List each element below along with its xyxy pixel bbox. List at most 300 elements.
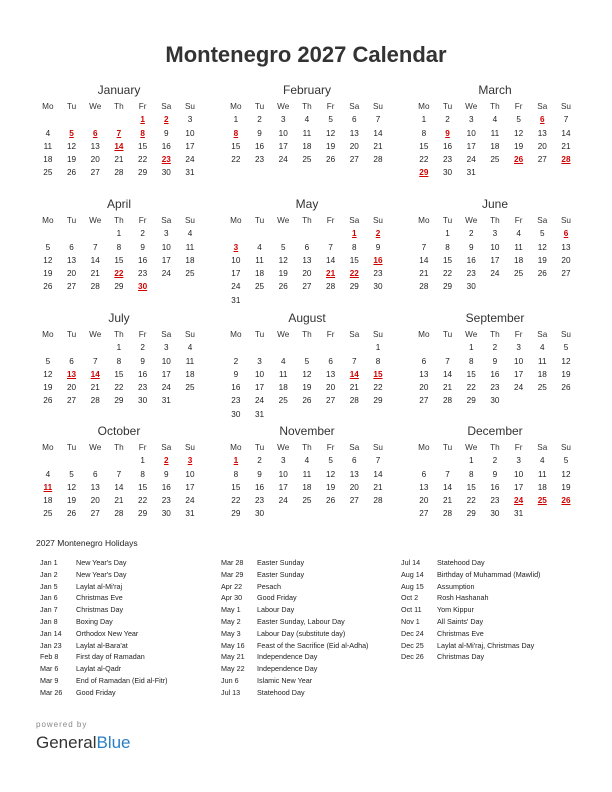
weekday-header: We [465, 216, 478, 225]
day-cell: 15 [114, 255, 124, 265]
day-cell: 28 [90, 282, 100, 292]
weekday-header: We [277, 216, 290, 225]
day-cell: 22 [442, 269, 453, 279]
holiday-day-cell: 22 [114, 269, 124, 279]
holiday-date: Mar 28 [221, 558, 244, 567]
day-cell: 22 [138, 496, 148, 506]
holiday-row [221, 581, 368, 593]
day-cell: 13 [537, 128, 547, 138]
day-cell: 19 [278, 269, 288, 279]
day-cell: 24 [514, 383, 524, 393]
day-cell: 22 [231, 155, 241, 165]
weekday-header: Fr [514, 443, 523, 452]
empty-day-cell [271, 227, 295, 240]
day-cell: 27 [66, 396, 77, 406]
empty-day-cell [224, 227, 248, 240]
empty-day-cell [60, 341, 84, 354]
holiday-name: Statehood Day [257, 687, 305, 697]
holiday-date: Jan 23 [40, 640, 62, 650]
weekday-header: Th [302, 216, 312, 225]
day-cell: 19 [43, 269, 53, 279]
holiday-day-cell: 7 [116, 128, 122, 138]
day-cell: 31 [161, 396, 171, 406]
holiday-date: Apr 22 [221, 581, 243, 591]
day-cell: 29 [138, 509, 148, 519]
day-cell: 8 [116, 356, 122, 366]
day-cell: 10 [185, 469, 195, 479]
day-cell: 16 [138, 255, 148, 265]
day-cell: 3 [280, 456, 286, 466]
holiday-row [40, 557, 167, 569]
holiday-day-cell: 26 [514, 155, 524, 165]
holiday-day-cell: 28 [561, 155, 571, 165]
month-grid [36, 441, 202, 521]
weekday-header: Su [184, 443, 195, 452]
day-cell: 1 [375, 343, 381, 353]
day-cell: 24 [278, 155, 288, 165]
weekday-header: Mo [230, 102, 242, 111]
day-cell: 28 [326, 282, 336, 292]
weekday-header: We [89, 102, 102, 111]
day-cell: 7 [116, 469, 122, 479]
day-cell: 7 [445, 356, 450, 366]
day-cell: 24 [161, 269, 171, 279]
day-cell: 9 [257, 469, 262, 479]
day-cell: 14 [442, 482, 453, 492]
holiday-row [40, 640, 167, 652]
weekday-header: Tu [442, 443, 453, 452]
day-cell: 29 [466, 396, 476, 406]
holiday-day-cell: 15 [373, 369, 383, 379]
day-cell: 12 [66, 482, 77, 492]
holiday-row [401, 581, 540, 593]
day-cell: 23 [138, 383, 148, 393]
holiday-date: Mar 26 [40, 687, 63, 697]
day-cell: 24 [254, 396, 265, 406]
day-cell: 26 [43, 282, 53, 292]
day-cell: 22 [231, 496, 241, 506]
month-may [224, 196, 390, 307]
day-cell: 4 [540, 343, 545, 353]
weekday-header: We [277, 443, 290, 452]
holiday-day-cell: 22 [349, 269, 359, 279]
day-cell: 2 [492, 456, 498, 466]
weekday-header: Su [560, 443, 571, 452]
day-cell: 20 [326, 383, 336, 393]
day-cell: 16 [466, 255, 476, 265]
day-cell: 17 [161, 255, 171, 265]
month-name: September [465, 311, 525, 325]
day-cell: 11 [185, 356, 195, 366]
holiday-row [40, 616, 167, 628]
holiday-name: Good Friday [76, 687, 116, 697]
day-cell: 2 [140, 229, 145, 239]
day-cell: 19 [326, 482, 336, 492]
day-cell: 28 [442, 509, 453, 519]
day-cell: 7 [421, 242, 427, 252]
day-cell: 27 [66, 282, 77, 292]
day-cell: 8 [468, 469, 474, 479]
day-cell: 16 [231, 383, 241, 393]
weekday-header: Sa [537, 102, 548, 111]
day-cell: 4 [187, 343, 193, 353]
weekday-header: Mo [42, 216, 54, 225]
holiday-date: Jun 6 [221, 675, 239, 685]
empty-day-cell [248, 341, 272, 354]
holiday-name: Pesach [257, 581, 281, 591]
day-cell: 4 [304, 456, 310, 466]
month-october [36, 423, 202, 521]
empty-day-cell [271, 341, 295, 354]
day-cell: 11 [255, 255, 264, 265]
weekday-header: Mo [42, 102, 54, 111]
day-cell: 14 [561, 128, 571, 138]
day-cell: 1 [468, 343, 474, 353]
weekday-header: Su [372, 102, 383, 111]
weekday-header: Fr [138, 443, 147, 452]
weekday-header: Tu [442, 102, 453, 111]
day-cell: 1 [233, 115, 239, 125]
empty-day-cell [295, 227, 319, 240]
holiday-day-cell: 14 [349, 369, 359, 379]
weekday-header: Mo [418, 102, 430, 111]
day-cell: 5 [328, 456, 333, 466]
day-cell: 28 [114, 509, 124, 519]
holiday-row [40, 628, 167, 640]
day-cell: 6 [328, 356, 333, 366]
day-cell: 6 [69, 242, 74, 252]
day-cell: 11 [538, 356, 547, 366]
day-cell: 21 [373, 482, 383, 492]
day-cell: 21 [442, 496, 453, 506]
day-cell: 5 [540, 229, 545, 239]
month-january [36, 82, 202, 180]
holiday-date: Dec 26 [401, 652, 424, 662]
month-name: February [282, 83, 332, 97]
day-cell: 1 [468, 456, 474, 466]
weekday-header: We [465, 443, 478, 452]
holiday-day-cell: 9 [445, 128, 450, 138]
day-cell: 27 [90, 168, 100, 178]
day-cell: 31 [254, 409, 265, 419]
weekday-header: We [277, 330, 290, 339]
day-cell: 17 [231, 269, 241, 279]
empty-day-cell [60, 454, 84, 467]
day-cell: 12 [326, 469, 336, 479]
day-cell: 27 [561, 269, 571, 279]
day-cell: 6 [352, 115, 357, 125]
holiday-date: Jan 5 [40, 581, 58, 591]
weekday-header: We [465, 330, 478, 339]
day-cell: 30 [373, 282, 383, 292]
day-cell: 21 [90, 269, 100, 279]
holiday-name: Laylat al-Mi'raj [76, 581, 123, 591]
holiday-row [40, 651, 167, 663]
day-cell: 25 [185, 269, 195, 279]
holiday-name: Islamic New Year [257, 675, 313, 685]
day-cell: 8 [140, 469, 145, 479]
holiday-day-cell: 2 [164, 115, 169, 125]
weekday-header: Fr [514, 102, 523, 111]
empty-day-cell [36, 113, 60, 126]
month-name: May [295, 197, 319, 211]
day-cell: 29 [349, 282, 359, 292]
weekday-header: Th [114, 102, 124, 111]
day-cell: 27 [349, 496, 359, 506]
empty-day-cell [83, 227, 107, 240]
weekday-header: Su [560, 102, 571, 111]
month-grid [224, 100, 390, 166]
day-cell: 31 [185, 168, 195, 178]
month-february [224, 82, 390, 166]
day-cell: 14 [442, 369, 453, 379]
day-cell: 9 [468, 242, 474, 252]
day-cell: 16 [442, 141, 453, 151]
month-grid [224, 441, 390, 521]
day-cell: 23 [466, 269, 476, 279]
day-cell: 28 [373, 496, 383, 506]
day-cell: 8 [445, 242, 450, 252]
weekday-header: Su [372, 443, 383, 452]
day-cell: 12 [278, 255, 288, 265]
day-cell: 10 [490, 242, 500, 252]
day-cell: 21 [114, 496, 124, 506]
weekday-header: We [89, 330, 102, 339]
weekday-header: Fr [326, 216, 335, 225]
holiday-name: First day of Ramadan [76, 652, 145, 662]
day-cell: 17 [278, 482, 288, 492]
day-cell: 12 [537, 242, 547, 252]
day-cell: 18 [185, 255, 195, 265]
weekday-header: Mo [418, 216, 430, 225]
empty-day-cell [107, 454, 131, 467]
day-cell: 5 [69, 469, 74, 479]
holiday-date: May 16 [221, 640, 245, 650]
day-cell: 3 [257, 356, 262, 366]
day-cell: 2 [468, 229, 474, 239]
day-cell: 13 [66, 255, 77, 265]
holiday-day-cell: 11 [43, 482, 53, 492]
day-cell: 15 [231, 141, 241, 151]
day-cell: 10 [231, 255, 241, 265]
month-grid [412, 214, 578, 294]
day-cell: 27 [90, 509, 100, 519]
day-cell: 26 [278, 282, 288, 292]
day-cell: 18 [302, 482, 312, 492]
holiday-name: New Year's Day [76, 558, 127, 567]
day-cell: 9 [140, 356, 145, 366]
day-cell: 31 [514, 509, 524, 519]
weekday-header: Th [490, 216, 500, 225]
day-cell: 11 [185, 242, 195, 252]
day-cell: 7 [375, 115, 381, 125]
day-cell: 30 [254, 509, 265, 519]
day-cell: 28 [349, 396, 359, 406]
day-cell: 12 [514, 128, 524, 138]
day-cell: 28 [90, 396, 100, 406]
day-cell: 11 [490, 128, 500, 138]
day-cell: 21 [561, 141, 571, 151]
day-cell: 5 [516, 115, 521, 125]
holiday-day-cell: 6 [540, 115, 545, 125]
day-cell: 11 [514, 242, 523, 252]
weekday-header: Su [560, 330, 571, 339]
day-cell: 20 [419, 383, 429, 393]
holiday-date: Dec 24 [401, 628, 424, 638]
day-cell: 21 [349, 383, 359, 393]
holiday-day-cell: 1 [352, 229, 357, 239]
empty-day-cell [36, 227, 60, 240]
holiday-day-cell: 3 [187, 456, 193, 466]
day-cell: 17 [185, 482, 195, 492]
holiday-row [40, 592, 167, 604]
holiday-day-cell: 25 [537, 496, 547, 506]
day-cell: 19 [66, 496, 77, 506]
weekday-header: We [89, 216, 102, 225]
day-cell: 29 [466, 509, 476, 519]
month-name: July [108, 311, 130, 325]
day-cell: 30 [138, 396, 148, 406]
day-cell: 18 [185, 369, 195, 379]
day-cell: 3 [516, 343, 521, 353]
holiday-name: Laylat al-Mi'raj, Christmas Day [437, 640, 535, 650]
holiday-row [221, 651, 368, 663]
day-cell: 27 [419, 509, 429, 519]
day-cell: 7 [328, 242, 333, 252]
weekday-header: Sa [349, 102, 360, 111]
weekday-header: Fr [326, 443, 335, 452]
weekday-header: Th [114, 443, 124, 452]
day-cell: 19 [326, 141, 336, 151]
holiday-name: Easter Sunday [257, 569, 305, 579]
day-cell: 13 [90, 141, 100, 151]
day-cell: 22 [466, 496, 476, 506]
holiday-row [401, 628, 540, 640]
day-cell: 20 [561, 255, 571, 265]
day-cell: 18 [302, 141, 312, 151]
day-cell: 6 [304, 242, 310, 252]
weekday-header: Mo [418, 443, 430, 452]
holiday-name: Labour Day (substitute day) [257, 628, 346, 638]
day-cell: 5 [45, 356, 51, 366]
weekday-header: Th [302, 443, 312, 452]
month-december [412, 423, 578, 521]
holiday-row [40, 569, 167, 581]
weekday-header: Th [490, 330, 500, 339]
month-name: November [279, 424, 335, 438]
holiday-day-cell: 29 [419, 168, 429, 178]
month-name: August [288, 311, 326, 325]
weekday-header: Tu [66, 102, 77, 111]
day-cell: 21 [373, 141, 383, 151]
day-cell: 16 [138, 369, 148, 379]
month-april [36, 196, 202, 294]
day-cell: 4 [492, 115, 498, 125]
day-cell: 29 [442, 282, 453, 292]
weekday-header: Tu [66, 330, 77, 339]
day-cell: 9 [492, 469, 498, 479]
weekday-header: We [277, 102, 290, 111]
day-cell: 3 [187, 115, 193, 125]
holiday-day-cell: 16 [373, 255, 383, 265]
day-cell: 11 [302, 128, 312, 138]
holiday-row [40, 663, 167, 675]
holiday-date: Aug 14 [401, 569, 424, 579]
day-cell: 10 [161, 242, 171, 252]
holiday-day-cell: 1 [140, 115, 145, 125]
holiday-name: Labour Day [257, 605, 295, 615]
day-cell: 30 [231, 409, 241, 419]
weekday-header: Sa [349, 443, 360, 452]
day-cell: 12 [43, 255, 53, 265]
empty-day-cell [412, 341, 436, 354]
holiday-name: Laylat al-Qadr [76, 664, 122, 674]
brand-logo[interactable] [36, 733, 131, 753]
day-cell: 7 [445, 469, 450, 479]
holiday-row [221, 557, 368, 569]
empty-day-cell [224, 341, 248, 354]
day-cell: 23 [231, 396, 241, 406]
day-cell: 26 [326, 155, 336, 165]
day-cell: 16 [490, 482, 500, 492]
day-cell: 23 [490, 496, 500, 506]
day-cell: 4 [257, 242, 262, 252]
holiday-row [221, 675, 368, 687]
weekday-header: Mo [42, 330, 54, 339]
day-cell: 18 [490, 141, 500, 151]
holiday-day-cell: 14 [114, 141, 124, 151]
weekday-header: Su [184, 102, 195, 111]
day-cell: 15 [349, 255, 359, 265]
holiday-date: Mar 29 [221, 569, 244, 579]
brand-general: General [36, 733, 97, 752]
day-cell: 17 [185, 141, 195, 151]
holiday-date: Aug 15 [401, 581, 424, 591]
empty-day-cell [60, 113, 84, 126]
day-cell: 15 [138, 482, 148, 492]
weekday-header: Fr [514, 216, 523, 225]
empty-day-cell [248, 227, 272, 240]
day-cell: 24 [161, 383, 171, 393]
holiday-date: Jul 13 [221, 687, 241, 697]
day-cell: 25 [302, 496, 312, 506]
day-cell: 24 [490, 269, 500, 279]
day-cell: 15 [466, 482, 476, 492]
day-cell: 24 [466, 155, 476, 165]
day-cell: 11 [538, 469, 547, 479]
holiday-day-cell: 13 [66, 369, 77, 379]
day-cell: 13 [349, 128, 359, 138]
holiday-row [40, 675, 167, 687]
day-cell: 19 [302, 383, 312, 393]
day-cell: 3 [164, 229, 169, 239]
holidays-title: 2027 Montenegro Holidays [36, 538, 138, 548]
holiday-row [40, 581, 167, 593]
day-cell: 23 [490, 383, 500, 393]
weekday-header: Su [372, 216, 383, 225]
day-cell: 23 [161, 496, 171, 506]
weekday-header: Th [302, 330, 312, 339]
day-cell: 9 [140, 242, 145, 252]
day-cell: 6 [92, 469, 98, 479]
day-cell: 3 [280, 115, 286, 125]
month-august [224, 310, 390, 421]
day-cell: 31 [466, 168, 476, 178]
day-cell: 26 [326, 496, 336, 506]
weekday-header: Sa [349, 330, 360, 339]
weekday-header: Sa [537, 216, 548, 225]
holiday-date: Jan 14 [40, 628, 62, 638]
